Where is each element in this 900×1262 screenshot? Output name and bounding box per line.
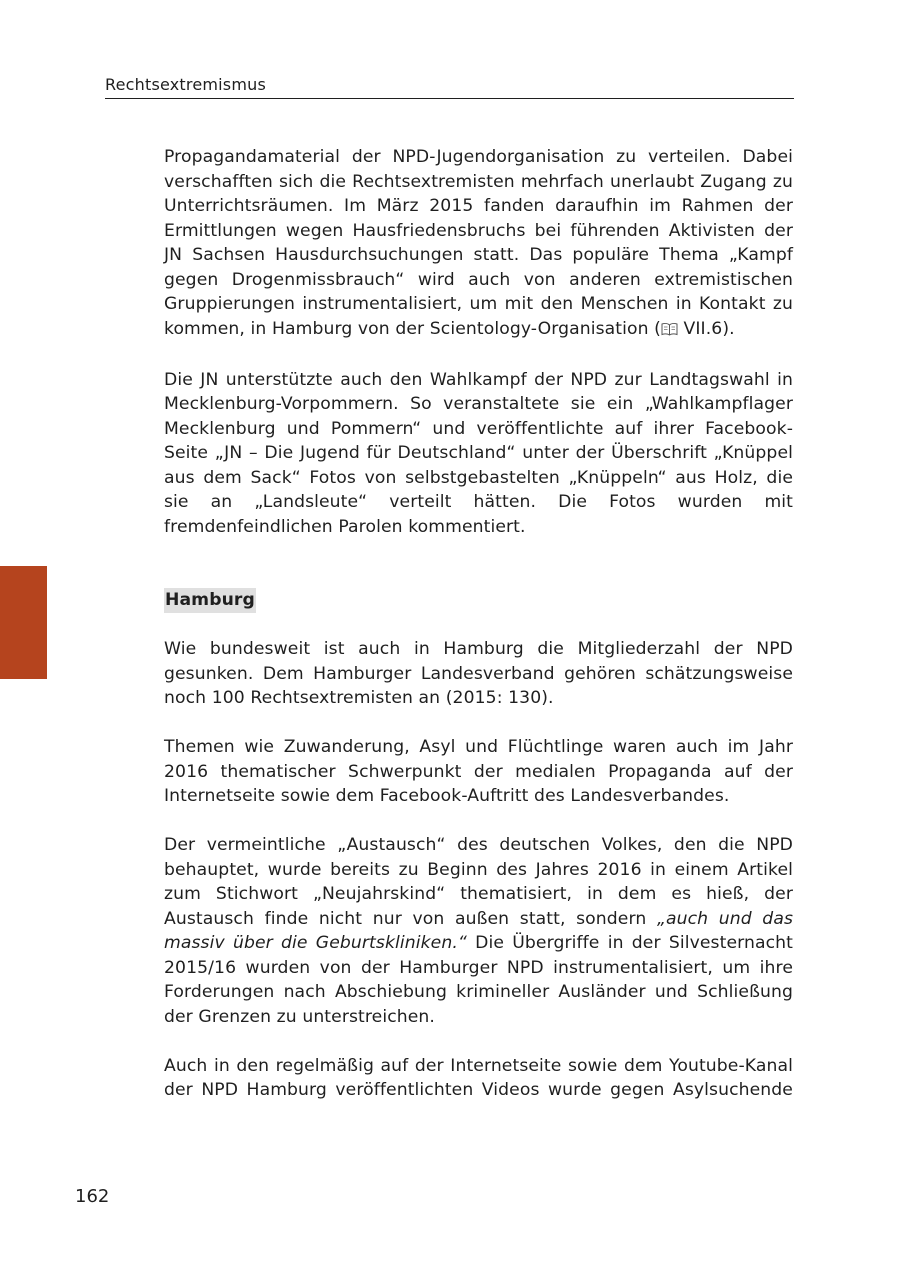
running-head: Rechtsextremismus bbox=[105, 75, 266, 94]
main-text bbox=[164, 145, 793, 1103]
paragraph-5-start: Der vermeintliche „Austausch“ des deutschen Volkes, den die NPD behauptet, wurde bereits zu Beginn des Jahres 2016 in einem Artikel zum Stichwort „Neujahrskind“ thematisiert, in dem es hieß, der Austausch finde nicht nur von außen statt, sondern bbox=[164, 835, 793, 929]
chapter-side-tab bbox=[0, 566, 47, 679]
paragraph-5-end: Die Übergriffe in der Silvesternacht 2015/16 wurden von der Hamburger NPD instrumentalisiert, um ihre Forderungen nach Abschiebung krimineller Ausländer und Schließung der Grenzen zu unterstreichen. bbox=[164, 933, 793, 1027]
paragraph-6: Auch in den regelmäßig auf der Internetseite sowie dem Youtube-Kanal der NPD Hamburg veröffentlichten Videos wurde gegen Asylsuchende bbox=[164, 1055, 793, 1100]
paragraph-5-quote: „auch und das massiv über die Geburtskliniken.“ bbox=[164, 908, 793, 953]
header-rule bbox=[105, 98, 794, 99]
reference-text: VII.6). bbox=[677, 318, 735, 339]
paragraph-4: Themen wie Zuwanderung, Asyl und Flüchtlinge waren auch im Jahr 2016 thematischer Schwerpunkt der medialen Propaganda auf der Internetseite sowie dem Facebook-Auftritt des Landesverbandes. bbox=[164, 737, 793, 806]
section-heading-hamburg: Hamburg bbox=[164, 588, 256, 613]
page-number: 162 bbox=[75, 1186, 110, 1207]
paragraph-3: Wie bundesweit ist auch in Hamburg die Mitgliederzahl der NPD gesunken. Dem Hamburger Landesverband gehören schätzungsweise noch 100 Rechtsextremisten an (2015: 130). bbox=[164, 639, 793, 708]
paragraph-1-text: Propagandamaterial der NPD-Jugendorganisation zu verteilen. Dabei verschafften sich die Rechtsextremisten mehrfach unerlaubt Zugang zu Unterrichtsräumen. Im März 2015 fanden daraufhin im Rahmen der Ermittlungen wegen Hausfriedensbruchs bei führenden Aktivisten der JN Sachsen Hausdurchsuchungen statt. Das populäre Thema „Kampf gegen Drogenmissbrauch“ wird auch von anderen extremistischen Gruppierungen instrumentalisiert, um mit den Menschen in Kontakt zu kommen, in Hamburg von der Scientology-Organisation ( bbox=[164, 147, 793, 339]
paragraph-1 bbox=[164, 145, 793, 343]
book-icon bbox=[661, 319, 678, 344]
paragraph-5 bbox=[164, 833, 793, 1029]
section-heading-wrap bbox=[164, 588, 793, 613]
paragraph-2: Die JN unterstützte auch den Wahlkampf der NPD zur Landtagswahl in Mecklenburg-Vorpommern. So veranstaltete sie ein „Wahlkampflager Mecklenburg und Pommern“ und veröffentlichte auf ihrer Facebook-Seite „JN – Die Jugend für Deutschland“ unter der Überschrift „Knüppel aus dem Sack“ Fotos von selbstgebastelten „Knüppeln“ aus Holz, die sie an „Landsleute“ verteilt hätten. Die Fotos wurden mit fremdenfeindlichen Parolen kommentiert. bbox=[164, 369, 793, 537]
